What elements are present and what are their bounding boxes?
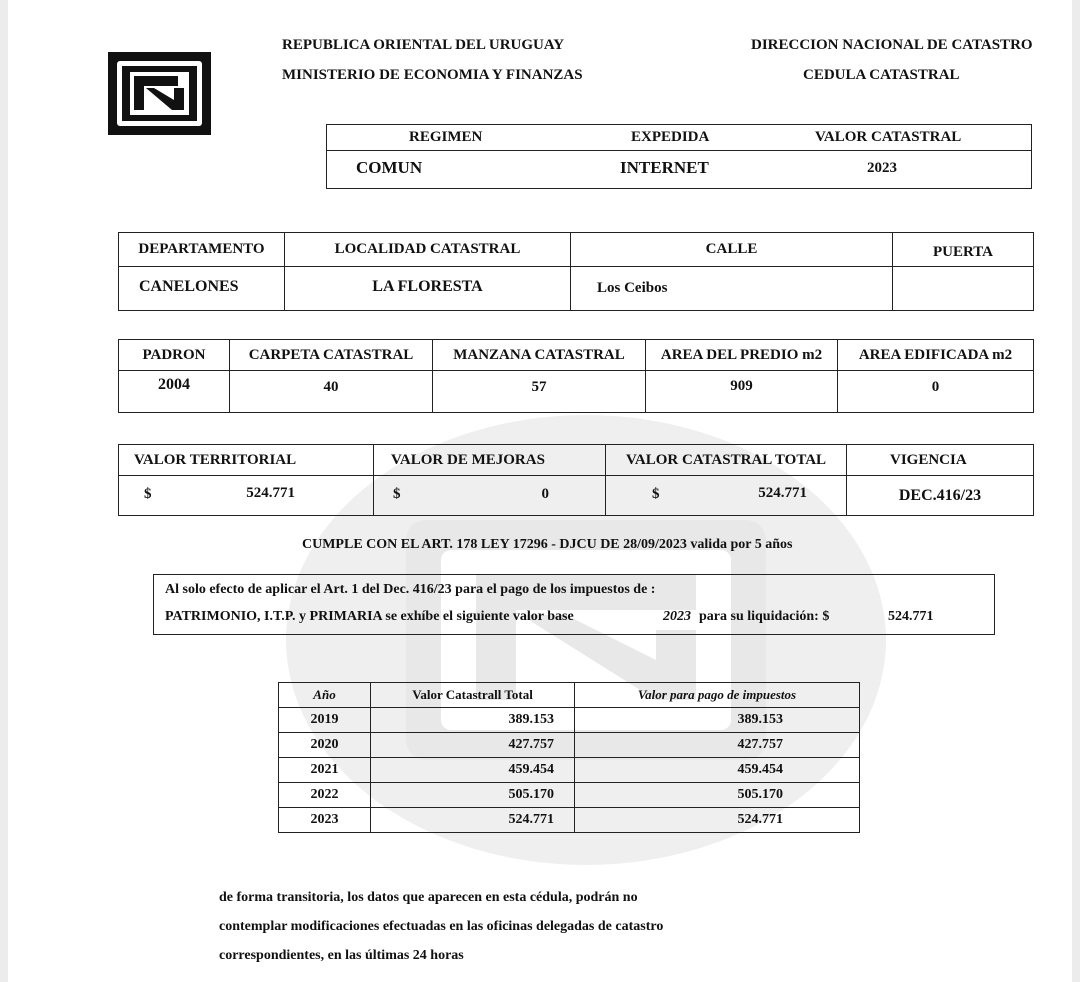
values-table: [118, 444, 1034, 516]
calle-value: Los Ceibos: [571, 267, 893, 311]
history-pago-cell: 459.454: [575, 758, 860, 783]
expedida-label: EXPEDIDA: [631, 129, 710, 145]
history-row: [279, 783, 860, 808]
expedida-value: INTERNET: [620, 158, 709, 177]
area-predio-value: 909: [646, 371, 838, 413]
total-label: VALOR CATASTRAL TOTAL: [606, 445, 847, 476]
history-year-cell: 2021: [279, 758, 371, 783]
history-row: [279, 733, 860, 758]
vigencia-label: VIGENCIA: [847, 445, 1034, 476]
history-row: [279, 708, 860, 733]
manzana-label: MANZANA CATASTRAL: [433, 340, 646, 371]
footer-disclaimer: [219, 883, 663, 970]
carpeta-value: 40: [230, 371, 433, 413]
dept-value: CANELONES: [119, 267, 285, 311]
valor-catastral-label: VALOR CATASTRAL: [815, 129, 962, 145]
footer-line2: contemplar modificaciones efectuadas en las oficinas delegadas de catastro: [219, 919, 664, 934]
document-title: CEDULA CATASTRAL: [803, 67, 960, 83]
area-edificada-value: 0: [838, 371, 1034, 413]
territorial-cell: [119, 476, 374, 516]
notice-line2-end: para su liquidación: $: [699, 609, 830, 624]
history-col-pago: Valor para pago de impuestos: [575, 683, 860, 708]
document-page: [8, 0, 1072, 982]
notice-line2: PATRIMONIO, I.T.P. y PRIMARIA se exhíbe el siguiente valor base: [165, 609, 574, 624]
history-total-cell: 389.153: [371, 708, 575, 733]
notice-box: [153, 574, 995, 635]
regime-box: [326, 124, 1032, 189]
calle-label: CALLE: [571, 233, 893, 267]
territorial-currency: $: [144, 486, 152, 502]
regimen-label: REGIMEN: [409, 129, 483, 145]
manzana-value: 57: [433, 371, 646, 413]
history-col-total: Valor Catastrall Total: [371, 683, 575, 708]
carpeta-label: CARPETA CATASTRAL: [230, 340, 433, 371]
mejoras-currency: $: [393, 486, 401, 502]
notice-line1: Al solo efecto de aplicar el Art. 1 del Dec. 416/23 para el pago de los impuestos de :: [165, 582, 656, 597]
history-col-year: Año: [279, 683, 371, 708]
mejoras-value: 0: [541, 486, 549, 502]
valor-year-value: 2023: [867, 160, 897, 176]
area-predio-label: AREA DEL PREDIO m2: [646, 340, 838, 371]
mejoras-label: VALOR DE MEJORAS: [374, 445, 606, 476]
puerta-label: PUERTA: [893, 233, 1034, 267]
dept-label: DEPARTAMENTO: [119, 233, 285, 267]
history-year-cell: 2023: [279, 808, 371, 833]
puerta-value: [893, 267, 1034, 311]
history-row: [279, 758, 860, 783]
history-pago-cell: 505.170: [575, 783, 860, 808]
history-total-cell: 427.757: [371, 733, 575, 758]
territorial-value: 524.771: [246, 485, 295, 501]
total-cell: [606, 476, 847, 516]
history-body: [279, 708, 860, 833]
history-year-cell: 2020: [279, 733, 371, 758]
notice-year: 2023: [663, 609, 691, 624]
history-year-cell: 2022: [279, 783, 371, 808]
history-total-cell: 459.454: [371, 758, 575, 783]
padron-label: PADRON: [119, 340, 230, 371]
history-year-cell: 2019: [279, 708, 371, 733]
footer-line1: de forma transitoria, los datos que aparecen en esta cédula, podrán no: [219, 890, 638, 905]
ministry-heading: MINISTERIO DE ECONOMIA Y FINANZAS: [282, 67, 583, 83]
notice-amount: 524.771: [888, 609, 934, 624]
direction-heading: DIRECCION NACIONAL DE CATASTRO: [751, 37, 1033, 53]
cumple-statement: CUMPLE CON EL ART. 178 LEY 17296 - DJCU DE 28/09/2023 valida por 5 años: [302, 537, 793, 552]
padron-value: 2004: [119, 371, 230, 413]
regimen-value: COMUN: [356, 158, 423, 177]
republic-heading: REPUBLICA ORIENTAL DEL URUGUAY: [282, 37, 565, 53]
history-table: [278, 682, 860, 833]
area-edificada-label: AREA EDIFICADA m2: [838, 340, 1034, 371]
territorial-label: VALOR TERRITORIAL: [119, 445, 374, 476]
history-pago-cell: 427.757: [575, 733, 860, 758]
history-pago-cell: 389.153: [575, 708, 860, 733]
history-row: [279, 808, 860, 833]
history-total-cell: 505.170: [371, 783, 575, 808]
mejoras-cell: [374, 476, 606, 516]
location-table: [118, 232, 1034, 311]
vigencia-value: DEC.416/23: [847, 476, 1034, 516]
dnc-logo-icon: [108, 52, 211, 135]
property-table: [118, 339, 1034, 413]
loc-label: LOCALIDAD CATASTRAL: [285, 233, 571, 267]
loc-value: LA FLORESTA: [285, 267, 571, 311]
total-currency: $: [652, 486, 660, 502]
total-value: 524.771: [758, 485, 807, 501]
footer-line3: correspondientes, en las últimas 24 horas: [219, 948, 464, 963]
history-total-cell: 524.771: [371, 808, 575, 833]
history-pago-cell: 524.771: [575, 808, 860, 833]
